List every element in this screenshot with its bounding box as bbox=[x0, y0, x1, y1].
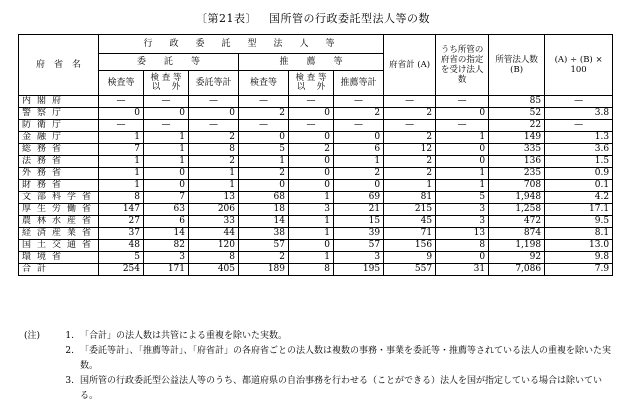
table-cell: 2 bbox=[189, 132, 239, 144]
header-suisen-total: 推薦等計 bbox=[334, 71, 384, 96]
table-cell: 0 bbox=[289, 108, 334, 120]
table-cell: 215 bbox=[384, 204, 436, 216]
table-cell: 1 bbox=[436, 180, 489, 192]
table-cell: — bbox=[436, 96, 489, 108]
table-cell: 1,948 bbox=[489, 192, 545, 204]
table-cell: 1 bbox=[384, 180, 436, 192]
table-cell: 3 bbox=[436, 204, 489, 216]
table-cell: 1 bbox=[189, 180, 239, 192]
table-cell: 3 bbox=[334, 252, 384, 264]
table-row bbox=[19, 252, 613, 264]
table-row bbox=[19, 120, 613, 132]
table-cell: 195 bbox=[334, 264, 384, 276]
ministry-name: 財務省 bbox=[19, 180, 99, 192]
table-cell: 63 bbox=[144, 204, 189, 216]
table-cell: 15 bbox=[334, 216, 384, 228]
table-cell: 1 bbox=[436, 168, 489, 180]
table-cell: 81 bbox=[384, 192, 436, 204]
table-cell: 0 bbox=[144, 180, 189, 192]
table-cell: 1 bbox=[99, 156, 144, 168]
table-cell: 0 bbox=[189, 108, 239, 120]
table-cell: 82 bbox=[144, 240, 189, 252]
table-cell: 2 bbox=[384, 168, 436, 180]
table-cell: 12 bbox=[384, 144, 436, 156]
table-header bbox=[19, 35, 613, 96]
table-cell: 2 bbox=[239, 252, 289, 264]
table-cell: 254 bbox=[99, 264, 144, 276]
table-cell: 2 bbox=[384, 132, 436, 144]
ministry-name: 国土交通省 bbox=[19, 240, 99, 252]
ministry-name: 内閣府 bbox=[19, 96, 99, 108]
table-cell: 206 bbox=[189, 204, 239, 216]
table-cell: 149 bbox=[489, 132, 545, 144]
table-cell: 13 bbox=[189, 192, 239, 204]
table-row bbox=[19, 180, 613, 192]
table-cell: 1 bbox=[99, 180, 144, 192]
table-cell: — bbox=[144, 120, 189, 132]
table-cell: 1 bbox=[144, 144, 189, 156]
header-suisen-kensaigai: 検 査 等 以 外 bbox=[289, 71, 334, 96]
table-row bbox=[19, 108, 613, 120]
table-cell: 6 bbox=[144, 216, 189, 228]
table-cell: 1 bbox=[289, 228, 334, 240]
table-cell: — bbox=[189, 120, 239, 132]
table-row bbox=[19, 168, 613, 180]
table-cell: 9 bbox=[384, 252, 436, 264]
table-cell: 27 bbox=[99, 216, 144, 228]
header-suisen-kensa: 検査等 bbox=[239, 71, 289, 96]
table-cell: 57 bbox=[239, 240, 289, 252]
table-cell: 0 bbox=[334, 132, 384, 144]
table-cell: 171 bbox=[144, 264, 189, 276]
table-cell: 18 bbox=[239, 204, 289, 216]
table-cell: 874 bbox=[489, 228, 545, 240]
table-cell: — bbox=[545, 96, 613, 108]
table-cell: 8 bbox=[99, 192, 144, 204]
table-cell: 1 bbox=[189, 168, 239, 180]
table-cell: 37 bbox=[99, 228, 144, 240]
table-cell: 136 bbox=[489, 156, 545, 168]
header-ratio: (A) ÷ (B) × 100 bbox=[545, 35, 613, 96]
table-cell: 0 bbox=[436, 108, 489, 120]
table-cell: 3 bbox=[144, 252, 189, 264]
table-cell: 4.2 bbox=[545, 192, 613, 204]
table-cell: 1,198 bbox=[489, 240, 545, 252]
statistics-table bbox=[18, 34, 613, 276]
table-cell: 120 bbox=[189, 240, 239, 252]
table-row bbox=[19, 96, 613, 108]
table-cell: 68 bbox=[239, 192, 289, 204]
table-cell: 69 bbox=[334, 192, 384, 204]
table-cell: 52 bbox=[489, 108, 545, 120]
table-cell: 8 bbox=[289, 264, 334, 276]
header-itaku-total: 委託等計 bbox=[189, 71, 239, 96]
table-cell: 71 bbox=[384, 228, 436, 240]
table-cell: 5 bbox=[436, 192, 489, 204]
table-cell: 0.9 bbox=[545, 168, 613, 180]
table-cell: 0 bbox=[144, 108, 189, 120]
table-cell: 44 bbox=[189, 228, 239, 240]
notes-label: (注) bbox=[24, 331, 41, 341]
ministry-name: 厚生労働省 bbox=[19, 204, 99, 216]
table-row bbox=[19, 204, 613, 216]
table-row bbox=[19, 240, 613, 252]
notes bbox=[24, 329, 614, 404]
table-cell: 0 bbox=[334, 180, 384, 192]
table-cell: 1 bbox=[289, 192, 334, 204]
table-cell: 0 bbox=[436, 252, 489, 264]
table-cell: 335 bbox=[489, 144, 545, 156]
table-cell: 2 bbox=[384, 156, 436, 168]
table-cell: 235 bbox=[489, 168, 545, 180]
table-cell: 2 bbox=[384, 108, 436, 120]
table-cell: 45 bbox=[384, 216, 436, 228]
table-cell: 8 bbox=[189, 144, 239, 156]
table-cell: 7,086 bbox=[489, 264, 545, 276]
table-cell: 3 bbox=[289, 204, 334, 216]
header-pref: うち所管の府省の指定を受け法人数 bbox=[436, 35, 489, 96]
table-cell: 9.5 bbox=[545, 216, 613, 228]
table-cell: — bbox=[289, 120, 334, 132]
ministry-name: 農林水産省 bbox=[19, 216, 99, 228]
table-cell: 0 bbox=[289, 132, 334, 144]
ministry-name: 外務省 bbox=[19, 168, 99, 180]
table-cell: 405 bbox=[189, 264, 239, 276]
note-item: 3. 国所管の行政委託型公益法人等のうち、都道府県の自治事務を行わせる（ことができる）法人を国が指定している場合は除いている。 bbox=[65, 376, 603, 401]
ministry-name: 警察庁 bbox=[19, 108, 99, 120]
table-cell: — bbox=[189, 96, 239, 108]
table-cell: 0 bbox=[289, 240, 334, 252]
table-cell: 189 bbox=[239, 264, 289, 276]
table-cell: 7.9 bbox=[545, 264, 613, 276]
table-cell: — bbox=[334, 96, 384, 108]
table-cell: 9.8 bbox=[545, 252, 613, 264]
table-cell: 0 bbox=[289, 180, 334, 192]
table-row bbox=[19, 144, 613, 156]
table-cell: — bbox=[99, 120, 144, 132]
table-row bbox=[19, 192, 613, 204]
table-cell: — bbox=[384, 120, 436, 132]
table-cell: 6 bbox=[334, 144, 384, 156]
table-caption bbox=[0, 10, 626, 26]
header-suisen: 推 薦 等 bbox=[239, 54, 384, 71]
table-cell: — bbox=[384, 96, 436, 108]
table-cell: 2 bbox=[189, 156, 239, 168]
table-cell: 17.1 bbox=[545, 204, 613, 216]
table-total-row bbox=[19, 264, 613, 276]
table-cell: 57 bbox=[334, 240, 384, 252]
table-cell: 1 bbox=[144, 156, 189, 168]
header-group: 行 政 委 託 型 法 人 等 bbox=[99, 35, 384, 54]
table-cell: 557 bbox=[384, 264, 436, 276]
header-fushou: 府省計 (A) bbox=[384, 35, 436, 96]
table-cell: 39 bbox=[334, 228, 384, 240]
table-cell: 1 bbox=[289, 252, 334, 264]
table-cell: 1.3 bbox=[545, 132, 613, 144]
table-cell: 7 bbox=[99, 144, 144, 156]
table-cell: — bbox=[334, 120, 384, 132]
table-cell: 14 bbox=[239, 216, 289, 228]
table-cell: 5 bbox=[99, 252, 144, 264]
table-cell: 0 bbox=[436, 144, 489, 156]
table-cell: 0 bbox=[289, 168, 334, 180]
table-cell: 14 bbox=[144, 228, 189, 240]
table-cell: 8.1 bbox=[545, 228, 613, 240]
table-cell: 92 bbox=[489, 252, 545, 264]
table-cell: 2 bbox=[239, 108, 289, 120]
table-cell: 472 bbox=[489, 216, 545, 228]
table-cell: 7 bbox=[144, 192, 189, 204]
header-itaku: 委 託 等 bbox=[99, 54, 239, 71]
table-cell: 85 bbox=[489, 96, 545, 108]
table-cell: 22 bbox=[489, 120, 545, 132]
table-cell: 5 bbox=[239, 144, 289, 156]
table-cell: 48 bbox=[99, 240, 144, 252]
table-cell: 2 bbox=[289, 144, 334, 156]
table-cell: 1.5 bbox=[545, 156, 613, 168]
table-cell: 1 bbox=[436, 132, 489, 144]
ministry-name: 総務省 bbox=[19, 144, 99, 156]
table-cell: — bbox=[239, 120, 289, 132]
table-cell: 8 bbox=[436, 240, 489, 252]
table-number: 〔第21表〕 bbox=[196, 12, 257, 25]
table-cell: 0.1 bbox=[545, 180, 613, 192]
table-cell: — bbox=[144, 96, 189, 108]
table-cell: — bbox=[289, 96, 334, 108]
ministry-name: 防衛庁 bbox=[19, 120, 99, 132]
table-cell: 708 bbox=[489, 180, 545, 192]
ministry-name: 環境省 bbox=[19, 252, 99, 264]
table-cell: 1 bbox=[144, 132, 189, 144]
table-cell: 2 bbox=[239, 168, 289, 180]
table-cell: 1 bbox=[289, 216, 334, 228]
table-cell: 3.6 bbox=[545, 144, 613, 156]
table-cell: — bbox=[99, 96, 144, 108]
table-cell: 2 bbox=[334, 168, 384, 180]
table-row bbox=[19, 156, 613, 168]
table-cell: 0 bbox=[239, 180, 289, 192]
table-cell: — bbox=[239, 96, 289, 108]
ministry-name: 文部科学省 bbox=[19, 192, 99, 204]
table-cell: 2 bbox=[334, 108, 384, 120]
header-shokan: 所管法人数 (B) bbox=[489, 35, 545, 96]
table-cell: 1,258 bbox=[489, 204, 545, 216]
table-title: 国所管の行政委託型法人等の数 bbox=[269, 12, 430, 25]
header-ministry: 府 省 名 bbox=[19, 35, 99, 96]
table-row bbox=[19, 228, 613, 240]
note-item: (注) 1. 「合計」の法人数は共管による重複を除いた実数。 bbox=[24, 329, 614, 344]
table-cell: 0 bbox=[436, 156, 489, 168]
table-cell: 147 bbox=[99, 204, 144, 216]
note-item: 2. 「委託等計」、「推薦等計」、「府省計」の各府省ごとの法人数は複数の事務・事業を委託等・推薦等されている法人の重複を除いた実数。 bbox=[65, 346, 612, 371]
table-cell: 156 bbox=[384, 240, 436, 252]
table-cell: 8 bbox=[189, 252, 239, 264]
ministry-name: 法務省 bbox=[19, 156, 99, 168]
table-row bbox=[19, 132, 613, 144]
header-itaku-kensaigai: 検 査 等 以 外 bbox=[144, 71, 189, 96]
table-cell: — bbox=[545, 120, 613, 132]
table-cell: — bbox=[436, 120, 489, 132]
table-cell: 0 bbox=[239, 132, 289, 144]
table-body bbox=[19, 96, 613, 276]
table-row bbox=[19, 216, 613, 228]
ministry-name: 金融庁 bbox=[19, 132, 99, 144]
table-cell: 3 bbox=[436, 216, 489, 228]
table-cell: 38 bbox=[239, 228, 289, 240]
table-cell: 1 bbox=[99, 168, 144, 180]
table-cell: 0 bbox=[99, 108, 144, 120]
table-cell: 13 bbox=[436, 228, 489, 240]
ministry-name: 合計 bbox=[19, 264, 99, 276]
table-cell: 21 bbox=[334, 204, 384, 216]
table-cell: 13.0 bbox=[545, 240, 613, 252]
table-cell: 1 bbox=[334, 156, 384, 168]
table-cell: 1 bbox=[239, 156, 289, 168]
table-cell: 0 bbox=[289, 156, 334, 168]
header-itaku-kensa: 検査等 bbox=[99, 71, 144, 96]
table-cell: 3.8 bbox=[545, 108, 613, 120]
ministry-name: 経済産業省 bbox=[19, 228, 99, 240]
table-cell: 31 bbox=[436, 264, 489, 276]
table-cell: 1 bbox=[99, 132, 144, 144]
table-cell: 0 bbox=[144, 168, 189, 180]
table-cell: 33 bbox=[189, 216, 239, 228]
